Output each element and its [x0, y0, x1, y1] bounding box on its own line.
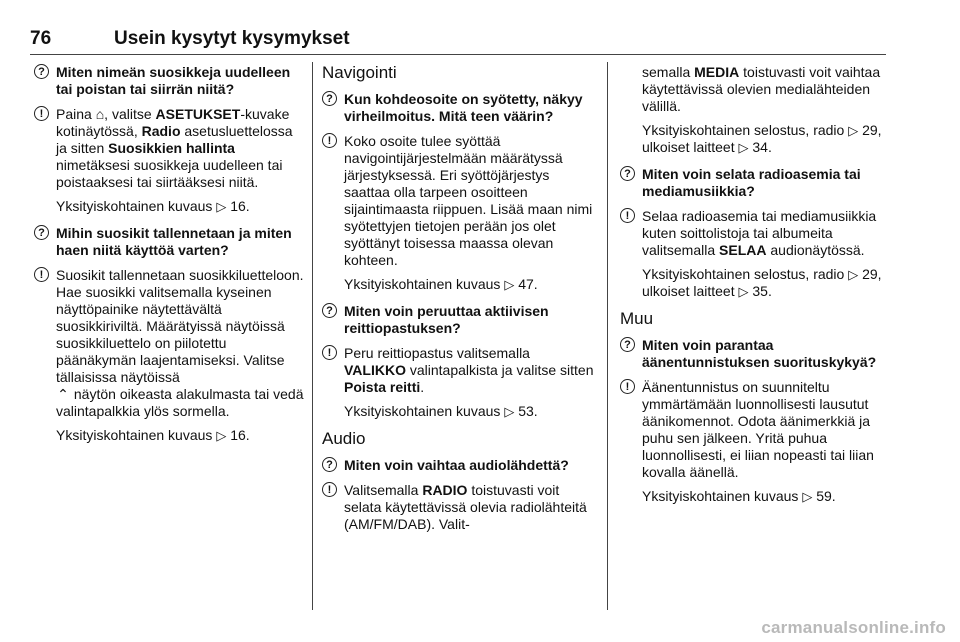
ref-arrow-icon: ▷ [504, 404, 515, 419]
ref-arrow-icon: ▷ [216, 199, 227, 214]
answer-icon: ! [620, 208, 635, 223]
ref-arrow-icon: ▷ [738, 284, 749, 299]
section-heading-navigation: Navigointi [322, 63, 397, 82]
answer: ! Valitsemalla RADIO toistuvasti voit selata käytettävissä olevia radiolähteitä (AM/FM/DAB). Valit- [322, 482, 594, 533]
section-heading-other: Muu [620, 309, 654, 328]
answer-icon: ! [34, 106, 49, 121]
reference: Yksityiskohtainen kuvaus ▷ 53. [344, 403, 538, 419]
question: ? Miten voin vaihtaa audiolähdettä? [322, 457, 594, 474]
question-icon: ? [322, 303, 337, 318]
answer: ! Selaa radioasemia tai mediamusiikkia kuten soittolistoja tai albumeita valitsemalla SELAA audionäytössä. [620, 208, 888, 259]
question-icon: ? [34, 64, 49, 79]
ref-arrow-icon: ▷ [738, 140, 749, 155]
watermark: carmanualsonline.info [761, 618, 946, 637]
reference: Yksityiskohtainen kuvaus ▷ 16. [56, 198, 250, 214]
answer: ! Suosikit tallennetaan suosikkiluetteloon. Hae suosikki valitsemalla kyseinen näyttöpainike näytettävältä suosikkiriviltä. Määrätyissä näytöissä suosikkiluettelo on piilotettu päänäkymän laajentamiseksi. Valitse tällaisissa näytöissä ⌃ näytön oikeasta alakulmasta tai vedä valintapalkkia ylös sormella. [34, 267, 304, 420]
ref-arrow-icon: ▷ [848, 123, 859, 138]
answer-icon: ! [322, 345, 337, 360]
reference: Yksityiskohtainen kuvaus ▷ 16. [56, 427, 250, 443]
answer-icon: ! [322, 133, 337, 148]
ref-arrow-icon: ▷ [504, 277, 515, 292]
answer-icon: ! [34, 267, 49, 282]
question: ? Miten nimeän suosikkeja uudelleen tai poistan tai siirrän niitä? [34, 64, 304, 98]
question-icon: ? [322, 457, 337, 472]
question-icon: ? [620, 337, 635, 352]
home-icon: ⌂ [95, 106, 105, 122]
answer-icon: ! [322, 482, 337, 497]
page-header [30, 28, 886, 54]
question: ? Miten voin parantaa äänentunnistuksen suorituskykyä? [620, 337, 888, 371]
header-rule [30, 54, 886, 55]
answer: ! Koko osoite tulee syöttää navigointijärjestelmään määrätyssä järjestyksessä. Eri syöttöjärjestys saattaa olla tarpeen osoitteen sijaintimaasta riippuen. Lisää maan nimi syötettyjen tietojen perään jos olet syöttänyt toisessa maassa olevan kohteen. [322, 133, 594, 269]
ref-arrow-icon: ▷ [848, 267, 859, 282]
question: ? Miten voin peruuttaa aktiivisen reittiopastuksen? [322, 303, 594, 337]
answer-continued: semalla MEDIA toistuvasti voit vaihtaa käytettävissä olevien medialähteiden välillä. [642, 64, 881, 114]
chapter-title: Usein kysytyt kysymykset [114, 28, 350, 49]
ref-arrow-icon: ▷ [216, 428, 227, 443]
page-number: 76 [30, 28, 52, 49]
section-heading-audio: Audio [322, 429, 366, 448]
reference: Yksityiskohtainen selostus, radio ▷ 29, ulkoiset laitteet ▷ 34. [642, 122, 882, 155]
column-divider-1 [312, 62, 313, 610]
question: ? Kun kohdeosoite on syötetty, näkyy virheilmoitus. Mitä teen väärin? [322, 91, 594, 125]
column-divider-2 [607, 62, 608, 610]
question-icon: ? [620, 166, 635, 181]
question: ? Mihin suosikit tallennetaan ja miten haen niitä käyttöä varten? [34, 225, 304, 259]
column-2 [322, 64, 594, 540]
reference: Yksityiskohtainen kuvaus ▷ 47. [344, 276, 538, 292]
question: ? Miten voin selata radioasemia tai mediamusiikkia? [620, 166, 888, 200]
reference: Yksityiskohtainen selostus, radio ▷ 29, ulkoiset laitteet ▷ 35. [642, 266, 882, 299]
answer: ! Peru reittiopastus valitsemalla VALIKKO valintapalkista ja valitse sitten Poista reitti. [322, 345, 594, 396]
question-icon: ? [34, 225, 49, 240]
column-3 [620, 64, 888, 515]
column-1 [34, 64, 304, 454]
answer: ! Paina ⌂, valitse ASETUKSET-kuvake kotinäytössä, Radio asetusluettelossa ja sitten Suosikkien hallinta nimetäksesi suosikkeja uudelleen tai poistaaksesi tai siirtääksesi niitä. [34, 106, 304, 191]
answer-icon: ! [620, 379, 635, 394]
answer: ! Äänentunnistus on suunniteltu ymmärtämään luonnollisesti lausutut äänikomennot. Odota äänimerkkiä ja puhu sen jälkeen. Yritä puhua luonnollisesti, ei liian nopeasti tai liian kovalla äänellä. [620, 379, 888, 481]
chevron-up-icon: ⌃ [57, 386, 69, 402]
reference: Yksityiskohtainen kuvaus ▷ 59. [642, 488, 836, 504]
question-icon: ? [322, 91, 337, 106]
ref-arrow-icon: ▷ [802, 489, 813, 504]
